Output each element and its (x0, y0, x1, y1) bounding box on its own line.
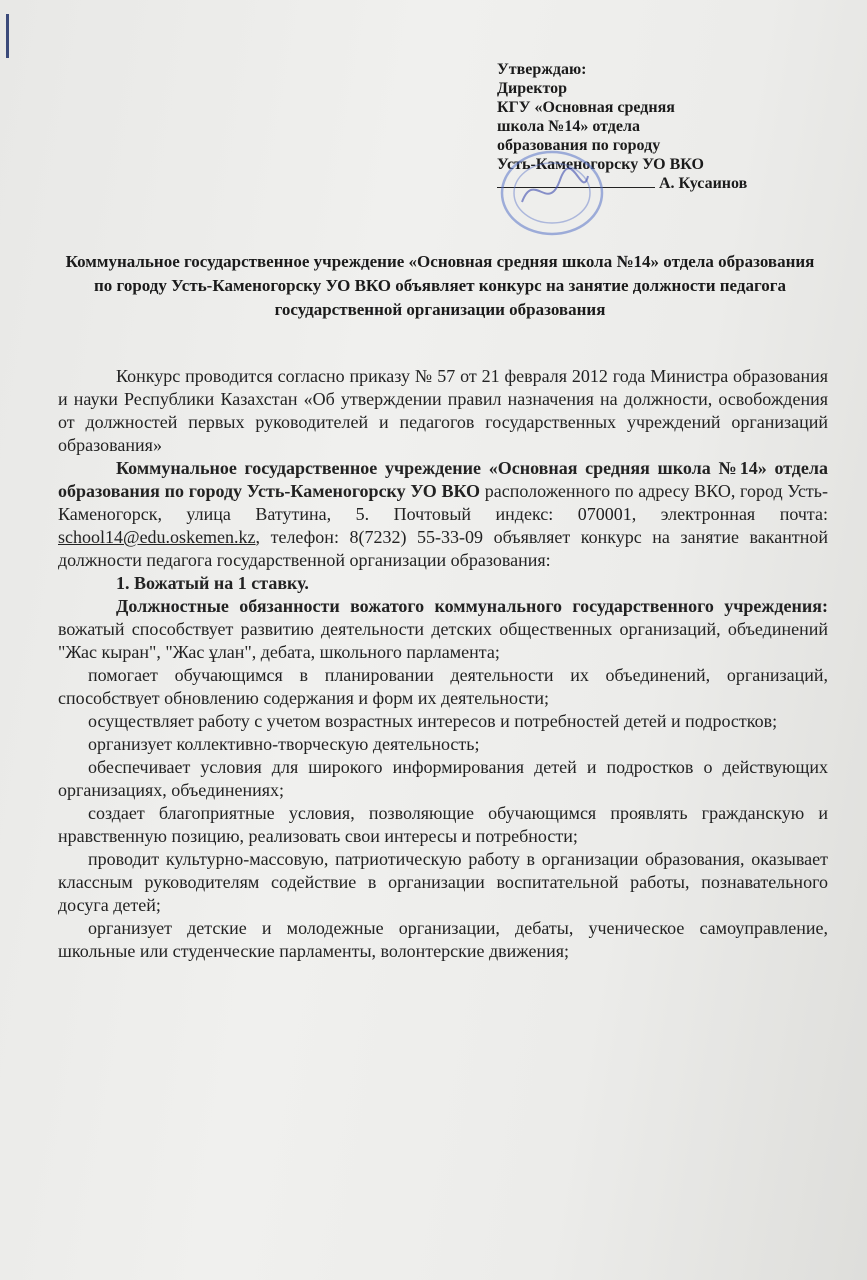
email-link[interactable]: school14@edu.oskemen.kz (58, 527, 256, 547)
signature-line (497, 175, 655, 188)
approval-line: школа №14» отдела (497, 118, 640, 135)
org-name: Коммунальное государственное учреждение «Основная средняя школа №14» отдела образования по городу Усть-Каменогорску УО ВКО (58, 458, 828, 501)
duties-heading: Должностные обязанности вожатого коммунального государственного учреждения: (116, 596, 828, 616)
signer-name: А. Кусаинов (659, 175, 748, 192)
approval-block (497, 60, 797, 193)
approval-line: Усть-Каменогорску УО ВКО (497, 156, 704, 173)
duties-paragraph (58, 595, 828, 664)
duty-item: осуществляет работу с учетом возрастных интересов и потребностей детей и подростков; (88, 711, 778, 731)
signature-row (497, 174, 797, 193)
org-address: расположенного по адресу ВКО, город Усть-Каменогорск, улица Ватутина, 5. Почтовый индекс: 070001, электронная почта: (58, 481, 828, 524)
duty-item: обеспечивает условия для широкого информирования детей и подростков о действующих организациях, объединениях; (58, 757, 828, 800)
intro-paragraph: Конкурс проводится согласно приказу № 57 от 21 февраля 2012 года Министра образования и науки Республики Казахстан «Об утверждении правил назначения на должности, освобождения от должностей первых руководителей и педагогов государственных учреждений организаций образования» (58, 366, 828, 455)
duty-item: организует детские и молодежные организации, дебаты, ученическое самоуправление, школьные или студенческие парламенты, волонтерские движения; (58, 918, 828, 961)
org-contacts: , телефон: 8(7232) 55-33-09 объявляет конкурс на занятие вакантной должности педагога государственной организации образования: (58, 527, 828, 570)
duty-item: помогает обучающимся в планировании деятельности их объединений, организаций, способствует обновлению содержания и форм их деятельности; (58, 665, 828, 708)
position-title: 1. Вожатый на 1 ставку. (116, 573, 309, 593)
document-body (58, 365, 828, 963)
duty-item: вожатый способствует развитию деятельности детских общественных организаций, объединений "Жас кыран", "Жас ұлан", дебата, школьного парламента; (58, 619, 828, 662)
duties-list (58, 664, 828, 963)
approval-line: КГУ «Основная средняя (497, 99, 675, 116)
org-paragraph (58, 457, 828, 572)
approval-line: образования по городу (497, 137, 661, 154)
duty-item: проводит культурно-массовую, патриотическую работу в организации образования, оказывает классным руководителям содействие в организации воспитательной работы, познавательного досуга детей; (58, 849, 828, 915)
page-edge-mark (6, 14, 9, 58)
approval-line: Утверждаю: (497, 61, 587, 78)
document-title: Коммунальное государственное учреждение «Основная средняя школа №14» отдела образования по городу Усть-Каменогорску УО ВКО объявляет конкурс на занятие должности педагога государственной организации образования (65, 252, 815, 319)
approval-line: Директор (497, 80, 567, 97)
duty-item: организует коллективно-творческую деятельность; (88, 734, 480, 754)
duty-item: создает благоприятные условия, позволяющие обучающимся проявлять гражданскую и нравственную позицию, реализовать свои интересы и потребности; (58, 803, 828, 846)
